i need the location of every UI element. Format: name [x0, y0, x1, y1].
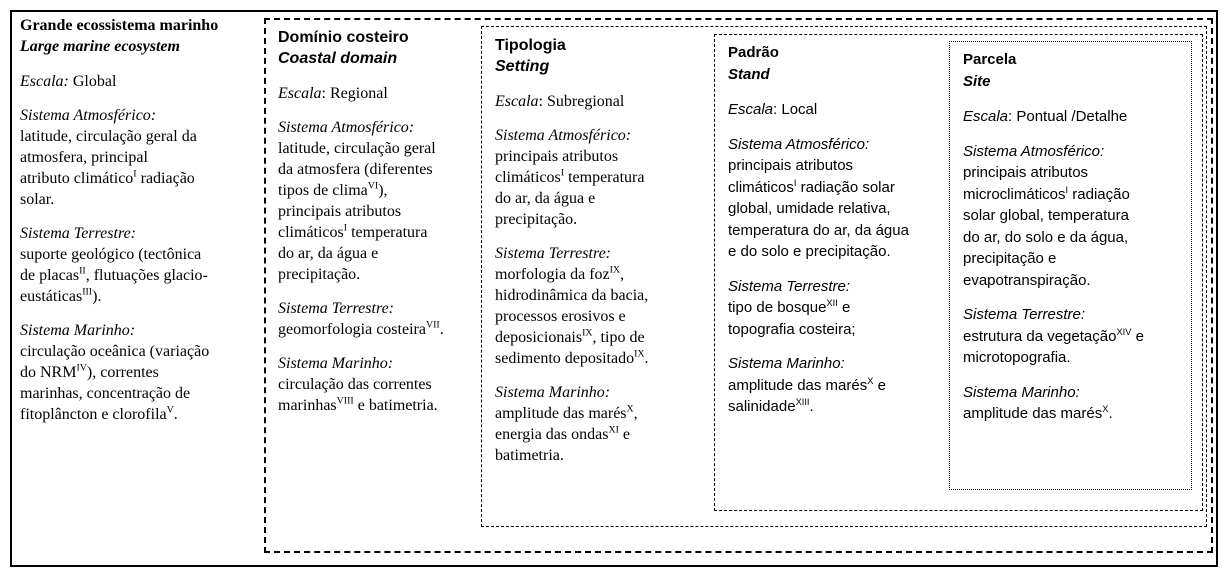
- scale-line: Escala: Global: [20, 73, 117, 90]
- terrestrial-text: morfologia da foz$^{IX}$, hidrodinâmica da bacia, processos erosivos e deposicionais$^{IX}$, tipo de sedimento depositado$^{IX}$.: [495, 264, 649, 367]
- atmospheric-label: Sistema Atmosférico:: [20, 107, 157, 124]
- scale-line: Escala: Regional: [278, 85, 388, 102]
- marine-text: circulação das correntes marinhas$^{VIII}$ e batimetria.: [278, 376, 438, 414]
- marine-label: Sistema Marinho:: [963, 383, 1080, 401]
- marine-text: circulação oceânica (variação do $NRM^{IV}$), correntes marinhas, concentração de fitoplâncton e clorofila$^V$.: [20, 343, 210, 423]
- column-subtitle: Stand: [728, 65, 770, 83]
- column-subtitle: Site: [963, 72, 991, 90]
- column-subtitle: Large marine ecosystem: [20, 38, 180, 55]
- terrestrial-text: estrutura da vegetação$^{XIV}$ e microtopografia.: [963, 326, 1144, 366]
- terrestrial-text: suporte geológico (tectônica de placas$^{II}$, flutuações glacio- eustáticas$^{III}$).: [20, 246, 208, 305]
- column-large-marine-ecosystem: [20, 15, 260, 425]
- terrestrial-label: Sistema Terrestre:: [278, 300, 394, 317]
- marine-label: Sistema Marinho:: [495, 384, 611, 401]
- atmospheric-label: Sistema Atmosférico:: [963, 142, 1105, 160]
- column-stand: [728, 42, 943, 418]
- marine-text: amplitude das marés$^X$, energia das ondas$^{XI}$ e batimetria.: [495, 403, 638, 464]
- atmospheric-text: principais atributos microclimáticos$^I$ radiação solar global, temperatura do ar, do solo e da água, precipitação e evapotranspiração.: [963, 164, 1130, 289]
- column-setting: [495, 35, 711, 466]
- marine-text: amplitude das marés$^X$ e salinidade$^{XIII}$.: [728, 375, 886, 415]
- column-title: Tipologia: [495, 37, 566, 54]
- atmospheric-label: Sistema Atmosférico:: [728, 135, 870, 153]
- marine-label: Sistema Marinho:: [728, 355, 845, 372]
- terrestrial-label: Sistema Terrestre:: [728, 277, 850, 295]
- marine-label: Sistema Marinho:: [20, 322, 136, 339]
- atmospheric-label: Sistema Atmosférico:: [278, 119, 415, 136]
- atmospheric-text: principais atributos climáticos$^I$ radiação solar global, umidade relativa, temperatura do ar, da água e do solo e precipitação.: [728, 157, 909, 260]
- scale-line: Escala: Subregional: [495, 93, 625, 110]
- terrestrial-label: Sistema Terrestre:: [495, 245, 611, 262]
- atmospheric-label: Sistema Atmosférico:: [495, 127, 632, 144]
- terrestrial-text: geomorfologia costeira$^{VII}$.: [278, 319, 444, 338]
- column-title: Parcela: [963, 51, 1017, 68]
- atmospheric-text: principais atributos climáticos$^I$ temperatura do ar, da água e precipitação.: [495, 148, 645, 228]
- marine-text: amplitude das marés$^X$.: [963, 404, 1113, 422]
- column-site: [963, 49, 1189, 425]
- marine-label: Sistema Marinho:: [278, 355, 394, 372]
- scale-line: Escala: Pontual /Detalhe: [963, 108, 1128, 125]
- column-subtitle: Coastal domain: [278, 50, 398, 67]
- terrestrial-label: Sistema Terrestre:: [20, 225, 136, 242]
- atmospheric-text: latitude, circulação geral da atmosfera (diferentes tipos de clima$^{VI}$), principais atributos climáticos$^I$ temperatura do ar, da água e precipitação.: [278, 140, 436, 283]
- column-coastal-domain: [278, 27, 478, 416]
- column-title: Domínio costeiro: [278, 29, 409, 46]
- column-subtitle: Setting: [495, 58, 550, 75]
- atmospheric-text: latitude, circulação geral da atmosfera, principal atributo climático$^I$ radiação solar.: [20, 128, 197, 208]
- scale-line: Escala: Local: [728, 101, 818, 118]
- column-title: Grande ecossistema marinho: [20, 17, 219, 34]
- column-title: Padrão: [728, 44, 779, 61]
- terrestrial-label: Sistema Terrestre:: [963, 306, 1085, 323]
- terrestrial-text: tipo de bosque$^{XII}$ e topografia costeira;: [728, 298, 856, 338]
